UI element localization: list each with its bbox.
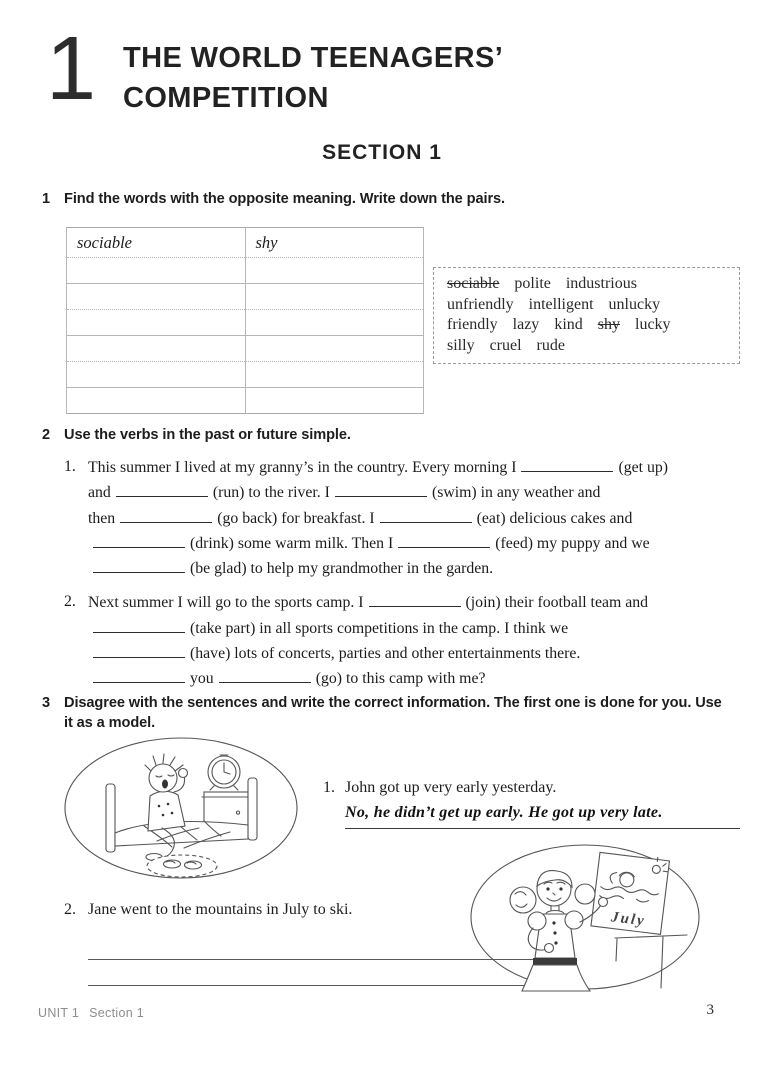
blank-line — [93, 619, 185, 633]
pairs-table-empty-cell — [67, 388, 246, 414]
exercise2-line — [88, 531, 736, 556]
pairs-table-empty-cell — [67, 336, 246, 362]
sentence-text: then — [88, 509, 116, 527]
exercise2-item — [64, 455, 736, 581]
item-number: 2. — [64, 901, 76, 918]
exercise1-heading — [42, 190, 732, 210]
pairs-table-empty-cell — [245, 362, 424, 388]
pairs-table-header-row — [67, 228, 424, 258]
pairs-table-empty-cell — [245, 388, 424, 414]
exercise3-item-1 — [323, 776, 740, 829]
exercise2-line — [88, 616, 736, 641]
sentence-text: and — [88, 484, 111, 502]
exercise3-heading — [42, 694, 734, 733]
pairs-table-empty-cell — [67, 362, 246, 388]
blank-line — [93, 644, 185, 658]
blank-line — [380, 509, 472, 523]
word-bank-word: unlucky — [608, 295, 661, 313]
item-number: 1. — [64, 458, 76, 475]
footer-breadcrumb — [38, 1006, 154, 1020]
blank-line — [93, 534, 185, 548]
exercise2-line — [88, 641, 736, 666]
sentence-text: (get up) — [618, 459, 669, 476]
blank-line — [93, 559, 185, 573]
blank-line — [120, 509, 212, 523]
blank-line — [93, 669, 185, 683]
word-bank-line — [447, 295, 726, 316]
blank-line — [398, 534, 490, 548]
sentence-text: John got up very early yesterday. — [345, 779, 557, 796]
sentence-text: (have) lots of concerts, parties and other entertainments there. — [190, 645, 581, 663]
blank-line — [219, 669, 311, 683]
exercise2-heading — [42, 426, 732, 446]
pairs-table-empty-cell — [245, 284, 424, 310]
word-bank-word: rude — [536, 336, 565, 354]
exercise2-line — [88, 455, 736, 480]
exercise2-items — [64, 455, 736, 701]
sentence-text: (swim) in any weather and — [431, 484, 601, 502]
pairs-table — [66, 227, 424, 414]
pairs-table-empty-cell — [67, 310, 246, 336]
word-bank-word: lucky — [635, 316, 671, 333]
pairs-table-empty-cell — [245, 258, 424, 284]
exercise2-line — [88, 590, 736, 615]
word-bank-word: polite — [514, 275, 551, 292]
pairs-table-header-left: sociable — [67, 228, 246, 258]
pairs-table-header-right: shy — [245, 228, 424, 258]
exercise3-sentence-1 — [323, 776, 740, 800]
exercise3-number: 3 — [42, 695, 51, 711]
word-bank-word: industrious — [565, 275, 637, 292]
pairs-table-empty-row — [67, 284, 424, 310]
sentence-text: you — [190, 670, 214, 688]
word-bank-line — [447, 315, 726, 336]
pairs-table-empty-cell — [67, 258, 246, 284]
section-title: SECTION 1 — [322, 141, 442, 164]
word-bank-line — [447, 336, 726, 357]
sentence-text: (join) their football team and — [465, 594, 649, 612]
word-bank-word: silly — [447, 336, 475, 354]
word-bank-word: cruel — [489, 336, 522, 354]
word-bank-word: friendly — [447, 316, 498, 333]
pairs-table-body — [67, 228, 424, 414]
sentence-text: (eat) delicious cakes and — [476, 509, 633, 527]
sentence-text: Jane went to the mountains in July to ski. — [88, 901, 353, 918]
pairs-table-empty-row — [67, 388, 424, 414]
boy-waking-up-illustration — [62, 736, 302, 883]
page-number: 3 — [706, 1002, 714, 1018]
word-bank-word: intelligent — [528, 295, 594, 313]
model-answer: No, he didn’t get up early. He got up very late. — [345, 801, 740, 829]
unit-number: 1 — [46, 19, 97, 119]
word-bank-line — [447, 274, 726, 295]
word-bank-word: unfriendly — [447, 295, 514, 313]
word-bank-word: lazy — [512, 316, 540, 333]
exercise2-line — [88, 556, 736, 581]
blank-line — [335, 483, 427, 497]
sentence-text: Next summer I will go to the sports camp. I — [88, 594, 364, 612]
exercise2-number: 2 — [42, 427, 51, 443]
item-number: 2. — [64, 593, 76, 611]
sentence-text: This summer I lived at my granny’s in the country. Every morning I — [88, 459, 517, 476]
word-bank-word: sociable — [447, 275, 500, 292]
girl-july-calendar-illustration — [467, 840, 705, 995]
footer-unit-label: UNIT 1 — [38, 1006, 80, 1020]
pairs-table-empty-cell — [245, 336, 424, 362]
page-title — [123, 38, 503, 118]
calendar-month-label: July — [610, 909, 647, 930]
exercise1-number: 1 — [42, 191, 51, 207]
exercise2-instruction: Use the verbs in the past or future simple. — [64, 427, 351, 443]
item-number: 1. — [323, 779, 335, 796]
pairs-table-empty-row — [67, 258, 424, 284]
page-title-line1: THE WORLD TEENAGERS’ — [123, 42, 504, 74]
exercise2-line — [88, 506, 736, 531]
sentence-text: (run) to the river. I — [212, 484, 330, 502]
page-title-line2: COMPETITION — [123, 82, 329, 114]
word-bank — [433, 267, 740, 364]
pairs-table-empty-row — [67, 362, 424, 388]
exercise2-line — [88, 480, 736, 505]
pairs-table-empty-cell — [67, 284, 246, 310]
sentence-text: (take part) in all sports competitions in the camp. I think we — [190, 619, 569, 637]
sentence-text: (drink) some warm milk. Then I — [190, 534, 394, 552]
blank-line — [521, 458, 613, 472]
pairs-table-empty-row — [67, 336, 424, 362]
footer-section-label: Section 1 — [89, 1006, 144, 1020]
pairs-table-empty-row — [67, 310, 424, 336]
blank-line — [369, 593, 461, 607]
blank-line — [116, 483, 208, 497]
exercise3-instruction: Disagree with the sentences and write the correct information. The first one is done for you. Use it as a model. — [64, 695, 722, 731]
exercise2-line — [88, 666, 736, 691]
sentence-text: (feed) my puppy and we — [495, 534, 650, 552]
word-bank-word: shy — [597, 316, 620, 333]
pairs-table-empty-cell — [245, 310, 424, 336]
exercise2-item — [64, 590, 736, 691]
sentence-text: (go back) for breakfast. I — [217, 509, 375, 527]
sentence-text: (be glad) to help my grandmother in the garden. — [190, 560, 494, 578]
exercise1-instruction: Find the words with the opposite meaning. Write down the pairs. — [64, 191, 505, 207]
word-bank-word: kind — [554, 316, 583, 333]
sentence-text: (go) to this camp with me? — [315, 670, 486, 688]
